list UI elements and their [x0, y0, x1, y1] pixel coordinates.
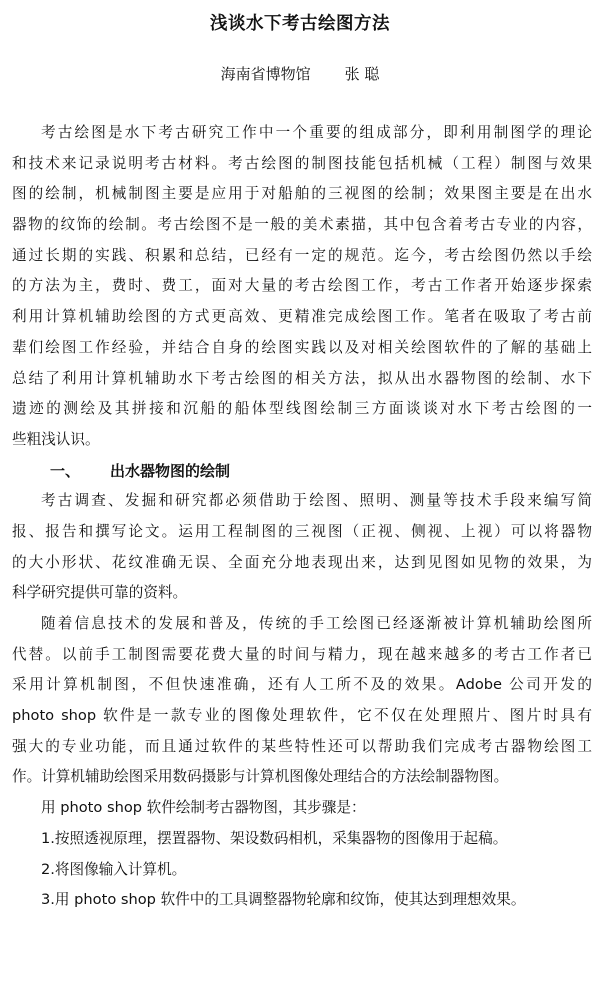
text-line: 考古绘图是水下考古研究工作中一个重要的组成部分，即利用制图学的理论 — [41, 124, 592, 141]
author-name: 张 聪 — [344, 65, 380, 83]
text-line: 利用计算机辅助绘图的方式更高效、更精准完成绘图工作。笔者在吸取了考古前 — [12, 308, 592, 326]
text-line: 辈们绘图工作经验，并结合自身的绘图实践以及对相关绘图软件的了解的基础上 — [12, 338, 592, 356]
text-line: 强大的专业功能，而且通过软件的某些特性还可以帮助我们完成考古器物绘图工 — [12, 737, 592, 755]
section-title: 出水器物图的绘制 — [110, 461, 231, 480]
author-line — [0, 62, 600, 86]
text-line: 和技术来记录说明考古材料。考古绘图的制图技能包括机械（工程）制图与效果 — [12, 154, 592, 172]
text-line: 代替。以前手工制图需要花费大量的时间与精力，现在越来越多的考古工作者已 — [12, 645, 592, 663]
text-line: 用 photo shop 软件绘制考古器物图，其步骤是： — [41, 799, 366, 817]
article-body — [12, 118, 592, 916]
section-number: 一、 — [50, 461, 81, 480]
paragraph-section1-2 — [12, 609, 592, 793]
step-item: 3.用 photo shop 软件中的工具调整器物轮廓和纹饰，使其达到理想效果。 — [41, 891, 526, 909]
paragraph-section1-3 — [12, 793, 592, 824]
text-line: photo shop 软件是一款专业的图像处理软件，它不仅在处理照片、图片时具有 — [12, 707, 592, 725]
author-affiliation: 海南省博物馆 — [220, 65, 311, 83]
text-line: 的方法为主，费时、费工，面对大量的考古绘图工作，考古工作者开始逐步探索 — [12, 277, 592, 295]
text-line: 随着信息技术的发展和普及，传统的手工绘图已经逐渐被计算机辅助绘图所 — [41, 615, 592, 632]
section-heading — [12, 456, 592, 487]
text-line: 科学研究提供可靠的资料。 — [12, 584, 188, 602]
step-list — [12, 824, 592, 916]
text-line: 通过长期的实践、积累和总结，已经有一定的规范。迄今，考古绘图仍然以手绘 — [12, 246, 592, 264]
paragraph-intro — [12, 118, 592, 456]
text-line: 作。计算机辅助绘图采用数码摄影与计算机图像处理结合的方法绘制器物图。 — [12, 768, 509, 786]
step-item: 2.将图像输入计算机。 — [41, 860, 187, 878]
text-line: 的大小形状、花纹准确无误、全面充分地表现出来，达到见图如见物的效果，为 — [12, 553, 592, 571]
text-line: 些粗浅认识。 — [12, 430, 100, 448]
text-line: 采用计算机制图，不但快速准确，还有人工所不及的效果。Adobe 公司开发的 — [12, 676, 592, 694]
text-line: 遗迹的测绘及其拼接和沉船的船体型线图绘制三方面谈谈对水下考古绘图的一 — [12, 400, 592, 418]
text-line: 总结了利用计算机辅助水下考古绘图的相关方法，拟从出水器物图的绘制、水下 — [12, 369, 592, 387]
text-line: 报、报告和撰写论文。运用工程制图的三视图（正视、侧视、上视）可以将器物 — [12, 522, 592, 540]
text-line: 器物的纹饰的绘制。考古绘图不是一般的美术素描，其中包含着考古专业的内容， — [12, 216, 592, 234]
text-line: 考古调查、发掘和研究都必须借助于绘图、照明、测量等技术手段来编写简 — [41, 492, 592, 510]
text-line: 图的绘制，机械制图主要是应用于对船舶的三视图的绘制；效果图主要是在出水 — [12, 185, 592, 203]
article-title: 浅谈水下考古绘图方法 — [210, 14, 390, 34]
paragraph-section1-1 — [12, 486, 592, 609]
step-item: 1.按照透视原理，摆置器物、架设数码相机，采集器物的图像用于起稿。 — [41, 829, 508, 847]
